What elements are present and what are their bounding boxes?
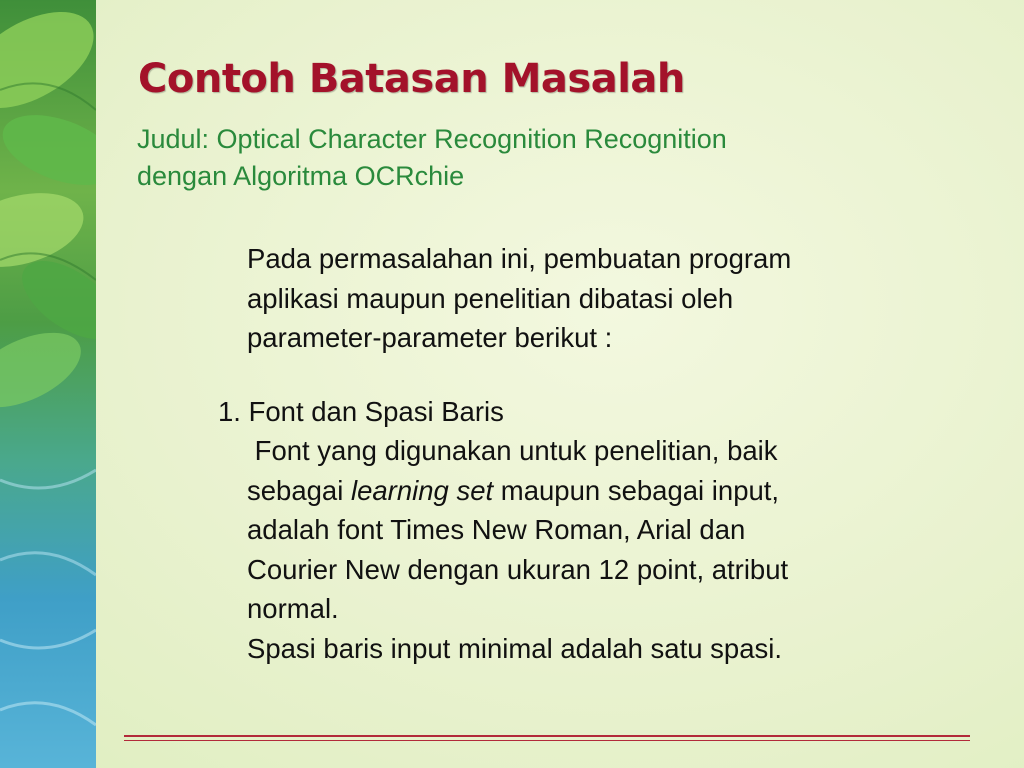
item-line-4: Courier New dengan ukuran 12 point, atribut: [247, 553, 789, 585]
subtitle-line-1: Judul: Optical Character Recognition Recognition: [137, 124, 727, 154]
intro-paragraph: [218, 239, 948, 358]
intro-line-2: aplikasi maupun penelitian dibatasi oleh: [247, 282, 734, 314]
item-line-3: adalah font Times New Roman, Arial dan: [247, 514, 746, 545]
slide-body: [218, 239, 948, 668]
slide-subtitle: [137, 121, 937, 195]
leaf-background-strip: [0, 0, 96, 768]
footer-rule-top: [124, 735, 970, 737]
item-line-2-pre: sebagai: [247, 474, 351, 506]
footer-rule-bottom: [124, 740, 970, 741]
item-line-6: Spasi baris input minimal adalah satu spasi.: [247, 632, 783, 664]
leaf-decoration: [0, 0, 96, 768]
subtitle-line-2: dengan Algoritma OCRchie: [137, 161, 465, 191]
intro-line-3: parameter-parameter berikut :: [247, 322, 613, 353]
slide-title: Contoh Batasan Masalah: [138, 56, 685, 102]
item-line-5: normal.: [247, 593, 339, 624]
list-item-body: [218, 431, 948, 668]
paragraph-gap: [218, 358, 948, 392]
list-item-heading: 1. Font dan Spasi Baris: [218, 395, 504, 427]
item-line-2-emphasis: learning set: [350, 474, 494, 506]
item-line-2-post: maupun sebagai input,: [493, 474, 780, 506]
intro-line-1: Pada permasalahan ini, pembuatan program: [247, 243, 792, 274]
item-line-1: Font yang digunakan untuk penelitian, baik: [247, 435, 778, 466]
